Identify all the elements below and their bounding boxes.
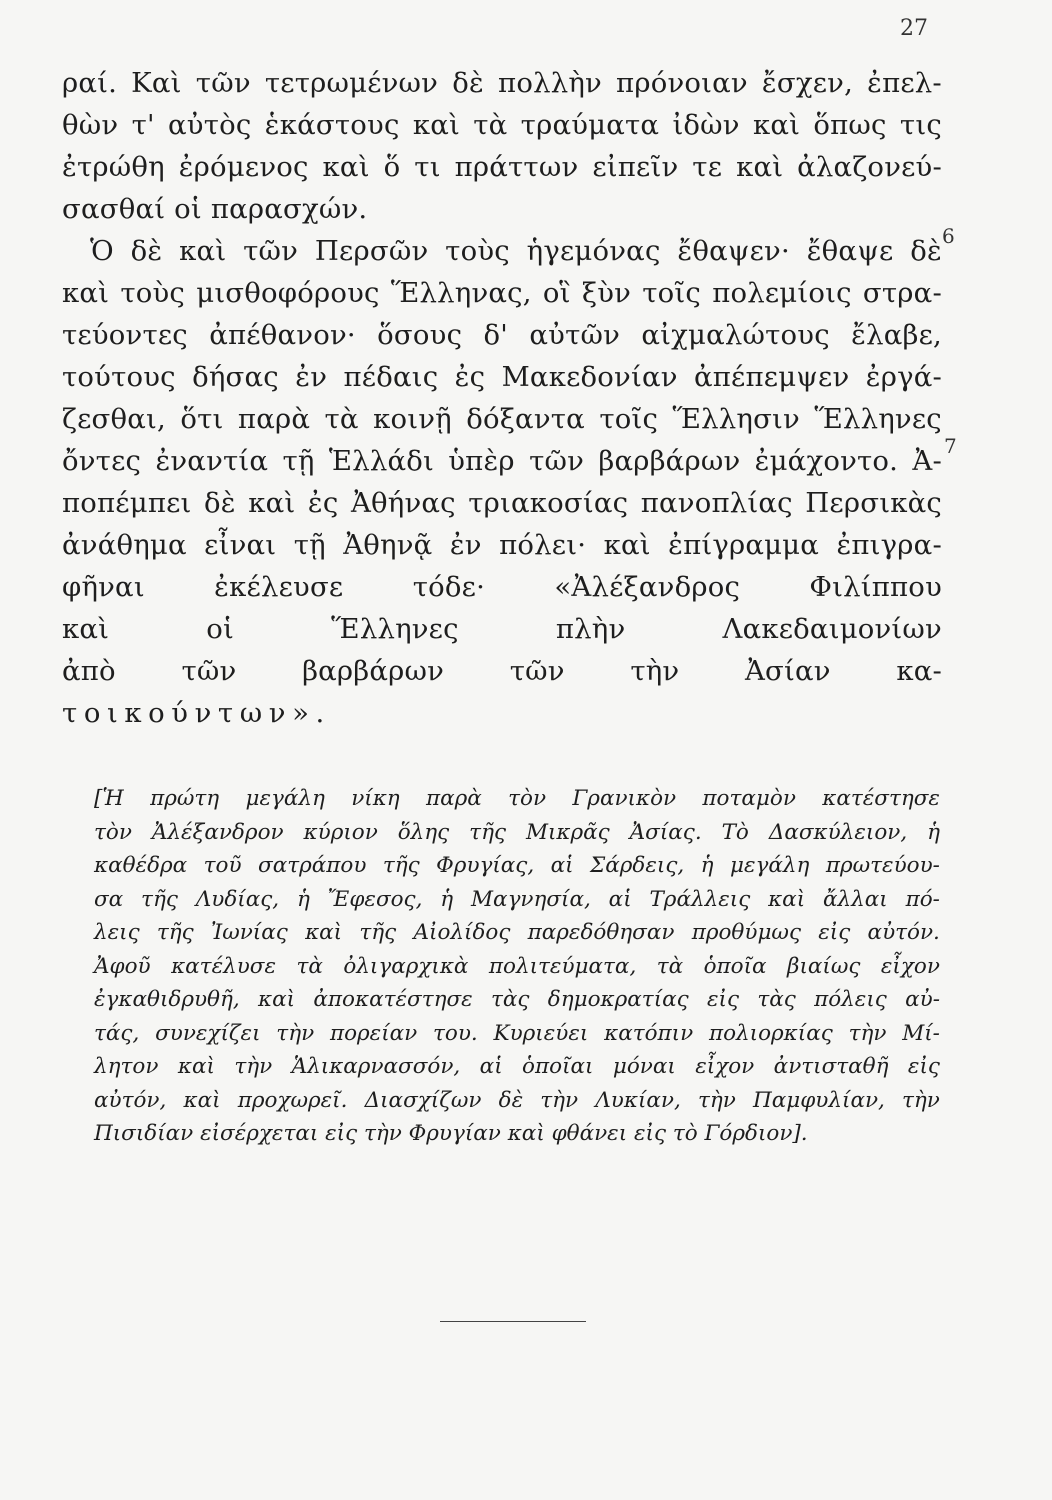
word: καὶ	[752, 109, 801, 141]
word: ἐναντία	[155, 445, 269, 477]
word: τὴν	[902, 1087, 940, 1113]
section-number-7: 7	[944, 434, 957, 458]
word: ἐτρώθη	[62, 151, 165, 183]
word: Μί-	[902, 1020, 940, 1046]
word: ὅτι	[180, 403, 224, 435]
word: Ἀθηνᾷ	[343, 529, 433, 561]
word: Ἑλλάδι	[328, 445, 434, 477]
word: τούτους	[62, 361, 176, 393]
word: ἀπέθανον·	[209, 319, 356, 351]
section-number-6: 6	[942, 224, 955, 248]
text-line: σασθαί οἱ παρασχών.	[62, 193, 368, 225]
word: τὴν	[540, 1087, 579, 1113]
word: πολιτεύματα,	[488, 953, 637, 979]
word: οἳ	[542, 277, 571, 309]
word: τὴν	[698, 1087, 736, 1113]
word: κατόπιν	[604, 1020, 694, 1046]
word: Διασχίζων	[364, 1087, 482, 1113]
word: ἡ	[296, 886, 310, 912]
note-line	[94, 816, 940, 850]
word: μισθοφόρους	[196, 277, 380, 309]
word: μεγάλη	[245, 786, 325, 811]
note-line	[94, 916, 940, 950]
text-line	[62, 482, 942, 524]
word: δημοκρατίας	[547, 987, 689, 1012]
word: Περσικὰς	[805, 487, 942, 519]
word: βαρβάρων	[302, 655, 445, 687]
main-text	[62, 62, 942, 734]
word: παρὰ	[237, 403, 311, 435]
word: πορείαν	[329, 1020, 418, 1046]
word: πλὴν	[555, 613, 626, 645]
word: Ἕλληνες	[331, 613, 459, 645]
word: καὶ	[183, 1087, 221, 1113]
word: Ἀσίαν	[744, 655, 831, 687]
word: ἔθαψεν·	[677, 235, 790, 267]
word: Ἀ-	[912, 445, 942, 477]
word: πρόνοιαν	[616, 67, 748, 99]
word: κατέστησε	[822, 786, 940, 811]
word: ἰδὼν	[672, 109, 740, 141]
word: πολιορκίας	[708, 1020, 833, 1046]
word: λητον	[94, 1054, 159, 1079]
word: τῶν	[509, 655, 565, 687]
word: ἐς	[307, 487, 339, 519]
word: κύριον	[303, 819, 378, 845]
text-line	[62, 62, 942, 104]
word: μεγάλη	[730, 853, 810, 878]
word: ὅλης	[397, 819, 450, 845]
word: τὴν	[630, 655, 680, 687]
word: καὶ	[322, 151, 370, 183]
word: πρωτεύου-	[825, 853, 940, 878]
word: ἀπέπεμψεν	[693, 361, 850, 393]
word: τοῖς	[642, 277, 701, 309]
text-line	[62, 104, 942, 146]
note-line	[94, 1017, 940, 1051]
word: Παμφυλίαν,	[753, 1087, 885, 1113]
word: εἰς	[818, 920, 851, 945]
word: τραύματα	[520, 109, 660, 141]
word: αἱ	[479, 1054, 503, 1079]
word: τὸν	[508, 786, 547, 811]
word: μόναι	[612, 1054, 676, 1079]
word: ποταμὸν	[702, 786, 796, 811]
word: ἐρόμενος	[178, 151, 309, 183]
word: ζεσθαι,	[62, 403, 166, 435]
note-line	[94, 849, 940, 883]
word: Αἰολίδος	[413, 920, 511, 945]
word: ἐκέλευσε	[214, 571, 344, 603]
word: ἐργά-	[865, 361, 942, 393]
word: ὅ	[383, 151, 401, 183]
word: πολεμίοις	[712, 277, 852, 309]
word: τῇ	[282, 445, 315, 477]
word: ἐγκαθιδρυθῆ,	[94, 987, 240, 1012]
word: τις	[899, 109, 942, 141]
word: τάς,	[94, 1020, 140, 1046]
word: Τράλλεις	[649, 886, 751, 912]
note-line	[94, 950, 940, 984]
word: δόξαντα	[466, 403, 585, 435]
word: τ'	[131, 109, 155, 141]
word: τοὺς	[445, 235, 510, 267]
word: «Ἀλέξανδρος	[554, 571, 741, 603]
word: Σάρδεις,	[590, 853, 685, 878]
word: Μικρᾶς	[525, 819, 610, 845]
word: εἰς	[907, 1054, 940, 1079]
word: Λυκίαν,	[595, 1087, 681, 1113]
word: τεύοντες	[62, 319, 188, 351]
word: δὲ	[130, 235, 163, 267]
word: τὴν	[234, 1054, 273, 1079]
word: τὸν	[94, 819, 132, 845]
word: του.	[433, 1020, 478, 1046]
word: αὐτῶν	[529, 319, 621, 351]
word: τῆς	[382, 853, 420, 878]
word: τῆς	[141, 886, 178, 912]
word: ἡ	[927, 819, 940, 845]
word: Ἕλλησιν	[672, 403, 800, 435]
word: ξὺν	[581, 277, 632, 309]
word: τὰ	[473, 109, 508, 141]
word: πόλεις	[814, 987, 887, 1012]
word: τοῖς	[599, 403, 659, 435]
word: καὶ	[62, 277, 110, 309]
word: ὑπὲρ	[448, 445, 515, 477]
word: κα-	[896, 655, 942, 687]
word: τοὺς	[120, 277, 186, 309]
word: ὁποῖα	[703, 953, 767, 979]
word: βαρβάρων	[598, 445, 741, 477]
word: ἀποκατέστησε	[313, 987, 473, 1012]
word: ὀλιγαρχικὰ	[343, 953, 469, 979]
word: Μαγνησία,	[471, 886, 591, 912]
word: Τὸ	[721, 819, 749, 845]
word: ἐν	[295, 361, 328, 393]
word: εἰπεῖν	[592, 151, 679, 183]
word: τῆς	[156, 920, 194, 945]
word: τῶν	[243, 235, 299, 267]
word: τῶν	[529, 445, 585, 477]
word: Ὁ	[90, 235, 114, 267]
word: καὶ	[177, 1054, 215, 1079]
text-line	[62, 440, 942, 482]
word: τὰ	[324, 403, 359, 435]
word: [Ἡ	[94, 786, 124, 811]
word: αὐτόν,	[94, 1087, 167, 1113]
word: Δασκύλειον,	[768, 819, 908, 845]
word: αὐτὸς	[168, 109, 252, 141]
word: καὶ	[248, 487, 296, 519]
word: στρα-	[862, 277, 942, 309]
word: Ἕλληνες	[814, 403, 942, 435]
word: δὲ	[204, 487, 236, 519]
word: τετρωμένων	[264, 67, 439, 99]
word: τὴν	[848, 1020, 887, 1046]
word: καὶ	[736, 151, 784, 183]
word: Ἁλικαρνασσόν,	[291, 1054, 461, 1079]
word: τῶν	[181, 655, 237, 687]
text-line	[62, 314, 942, 356]
word: εἶχον	[880, 953, 940, 979]
epigram-line: τοικούντων».	[62, 697, 331, 729]
epigram-line	[62, 608, 942, 650]
word: ἄλλαι	[822, 886, 888, 912]
text-line	[62, 524, 942, 566]
word: Καὶ	[131, 67, 182, 99]
word: πανοπλίας	[640, 487, 793, 519]
word: ἐς	[454, 361, 486, 393]
word: καὶ	[768, 886, 806, 912]
word: Ἀλέξανδρον	[151, 819, 284, 845]
word: ἀλαζονεύ-	[797, 151, 942, 183]
word: τι	[414, 151, 441, 183]
word: Ἀφοῦ	[94, 953, 151, 979]
word: δὲ	[910, 235, 942, 267]
word: δὲ	[498, 1087, 524, 1113]
word: Φιλίππου	[809, 571, 942, 603]
word: ἐν	[449, 529, 482, 561]
word: ἐμάχοντο.	[754, 445, 899, 477]
word: δὲ	[452, 67, 484, 99]
word: εἶχον	[695, 1054, 755, 1079]
word: Περσῶν	[314, 235, 429, 267]
word: πό-	[905, 886, 940, 912]
word: Φρυγίας,	[436, 853, 535, 878]
text-line	[62, 356, 942, 398]
word: τῇ	[293, 529, 326, 561]
word: λεις	[94, 920, 140, 945]
word: Κυριεύει	[493, 1020, 589, 1046]
word: ἐπίγραμμα	[668, 529, 820, 561]
word: τὰς	[757, 987, 796, 1012]
word: δ'	[483, 319, 509, 351]
word: αἰχμαλώτους	[641, 319, 830, 351]
word: ἡγεμόνας	[526, 235, 661, 267]
word: σα	[94, 886, 124, 912]
word: νίκη	[351, 786, 400, 811]
word: αὐτόν.	[867, 920, 940, 945]
word: παρὰ	[426, 786, 482, 811]
word: τόδε·	[412, 571, 486, 603]
word: Ἀθήνας	[350, 487, 456, 519]
word: Ἰωνίας	[211, 920, 288, 945]
word: Ἔφεσος,	[327, 886, 423, 912]
word: ὄντες	[62, 445, 142, 477]
note-line	[94, 983, 940, 1017]
word: ἀπὸ	[62, 655, 116, 687]
word: ὅπως	[813, 109, 887, 141]
word: ραί.	[62, 67, 118, 99]
word: κοινῇ	[373, 403, 452, 435]
word: τὴν	[276, 1020, 315, 1046]
epigram-line	[62, 650, 942, 692]
word: αὐ-	[905, 987, 940, 1012]
word: πόλει·	[499, 529, 587, 561]
word: ποπέμπει	[62, 487, 192, 519]
word: πολλὴν	[498, 67, 602, 99]
word: τῆς	[469, 819, 506, 845]
word: οἱ	[206, 613, 235, 645]
word: ἑκάστους	[264, 109, 400, 141]
word: ἐπελ-	[867, 67, 942, 99]
word: Λακεδαιμονίων	[722, 613, 942, 645]
word: καὶ	[305, 920, 343, 945]
word: εἰς	[707, 987, 740, 1012]
word: βιαίως	[787, 953, 861, 979]
text-line	[62, 272, 942, 314]
word: Λυδίας,	[195, 886, 280, 912]
word: σατράπου	[258, 853, 367, 878]
word: αἱ	[608, 886, 632, 912]
note-line	[94, 883, 940, 917]
word: πέδαις	[343, 361, 439, 393]
word: ἐπιγρα-	[836, 529, 942, 561]
word: τῆς	[359, 920, 397, 945]
word: καὶ	[258, 987, 296, 1012]
word: ἔλαβε,	[851, 319, 942, 351]
word: καὶ	[603, 529, 651, 561]
word: Ἕλληνας,	[390, 277, 532, 309]
editorial-note	[94, 782, 940, 1151]
word: τριακοσίας	[468, 487, 629, 519]
word: κατέλυσε	[171, 953, 277, 979]
word: ἀνάθημα	[62, 529, 187, 561]
text-line	[62, 230, 942, 272]
word: τὰ	[296, 953, 323, 979]
word: πράττων	[454, 151, 579, 183]
note-line	[94, 1084, 940, 1118]
word: προθύμως	[691, 920, 801, 945]
word: πρώτη	[150, 786, 220, 811]
word: παρεδόθησαν	[527, 920, 675, 945]
word: καθέδρα	[94, 853, 188, 878]
word: προχωρεῖ.	[237, 1087, 348, 1113]
word: εἶναι	[204, 529, 277, 561]
word: ὅσους	[377, 319, 463, 351]
word: θὼν	[62, 109, 119, 141]
end-rule	[440, 1321, 586, 1322]
word: Γρανικὸν	[572, 786, 677, 811]
word: αἱ	[550, 853, 574, 878]
word: ἀντισταθῆ	[773, 1054, 889, 1079]
word: Μακεδονίαν	[501, 361, 678, 393]
word: καὶ	[179, 235, 227, 267]
text-line	[62, 398, 942, 440]
word: ἡ	[440, 886, 454, 912]
word: τοῦ	[203, 853, 242, 878]
word: συνεχίζει	[155, 1020, 261, 1046]
word: καὶ	[412, 109, 460, 141]
page-number: 27	[900, 16, 928, 41]
epigram-line	[62, 566, 942, 608]
word: δήσας	[192, 361, 279, 393]
word: ἔθαψε	[806, 235, 894, 267]
text-line	[62, 146, 942, 188]
word: τὰς	[491, 987, 530, 1012]
word: τὰ	[656, 953, 684, 979]
note-line: Πισιδίαν εἰσέρχεται εἰς τὴν Φρυγίαν καὶ φθάνει εἰς τὸ Γόρδιον].	[94, 1121, 808, 1146]
word: φῆναι	[62, 571, 145, 603]
word: Ἀσίας.	[629, 819, 702, 845]
word: ἡ	[700, 853, 714, 878]
word: καὶ	[62, 613, 110, 645]
note-line	[94, 782, 940, 816]
word: ὁποῖαι	[522, 1054, 594, 1079]
word: τῶν	[195, 67, 251, 99]
word: ἔσχεν,	[761, 67, 854, 99]
word: τε	[692, 151, 723, 183]
note-line	[94, 1050, 940, 1084]
